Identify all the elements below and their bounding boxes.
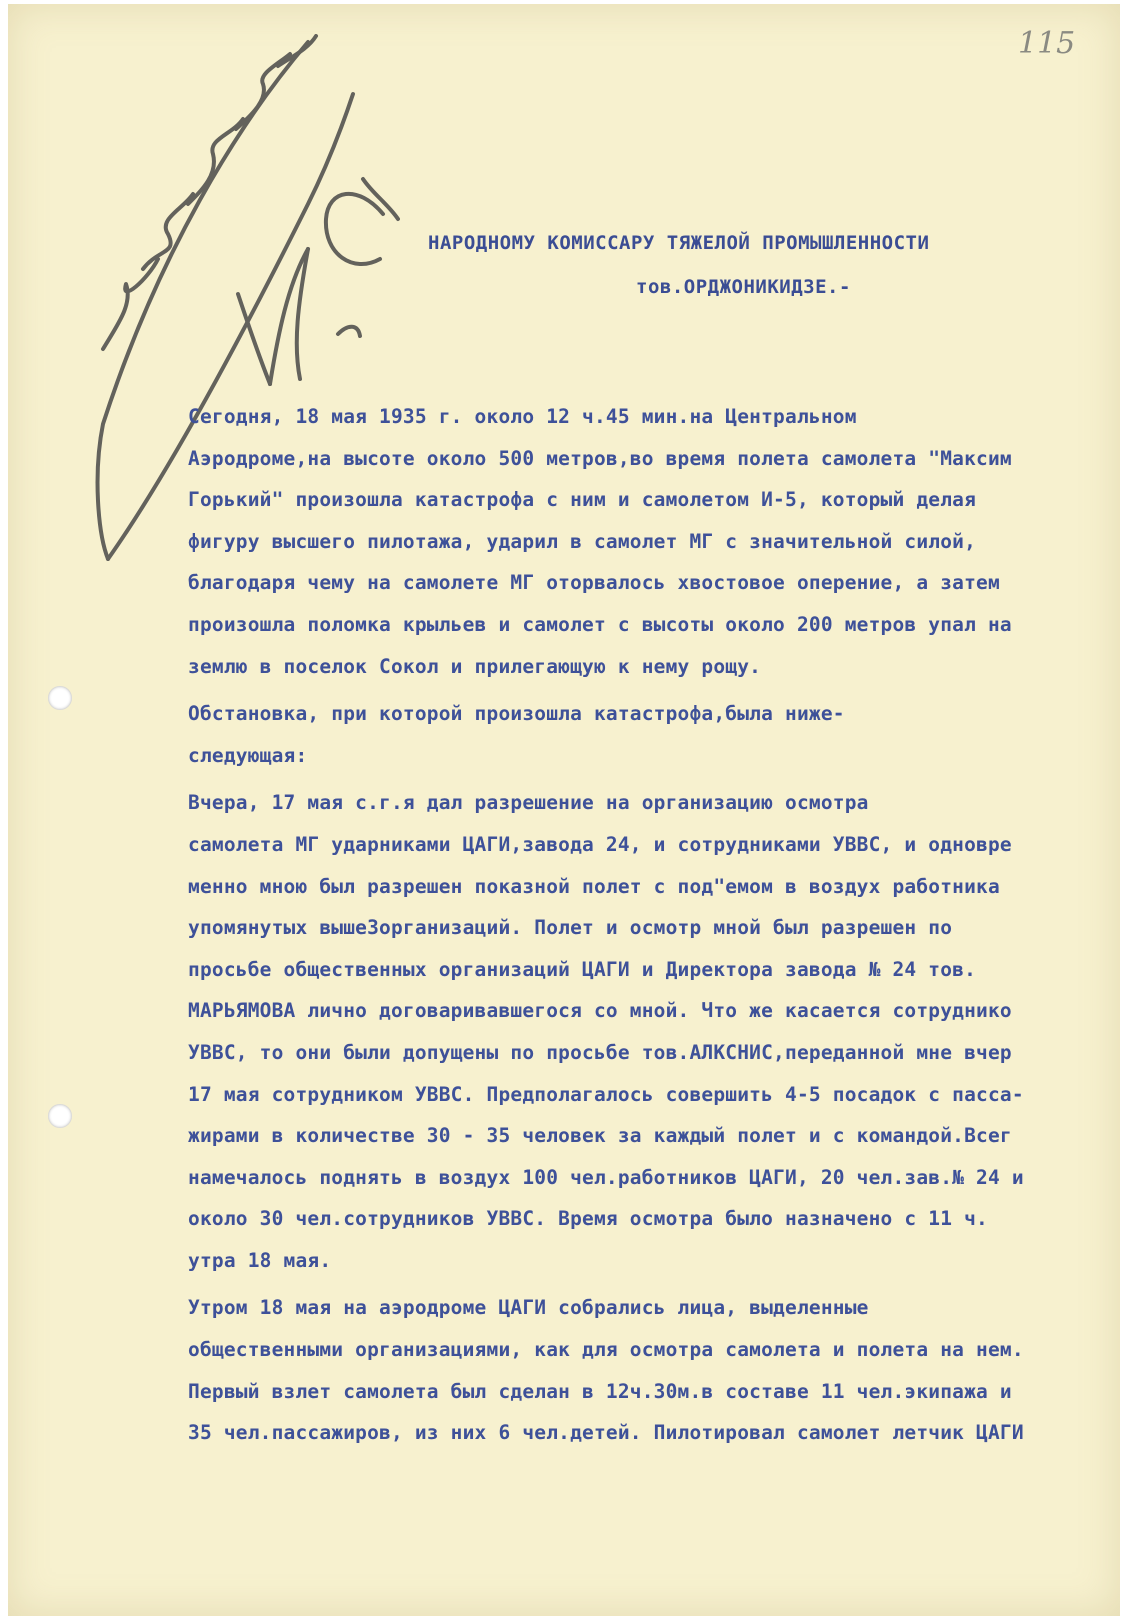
text-line: просьбе общественных организаций ЦАГИ и Директора завода № 24 тов. [188,957,977,981]
text-line: Горький" произошла катастрофа с ним и самолетом И-5, который делая [188,488,977,512]
text-line: следующая: [188,743,308,767]
text-line: Вчера, 17 мая с.г.я дал разрешение на организацию осмотра [188,791,869,815]
document-page [8,4,1120,1616]
text-line: около 30 чел.сотрудников УВВС. Время осмотра было назначено с 11 ч. [188,1207,988,1231]
text-line: землю в поселок Сокол и прилегающую к нему рощу. [188,654,762,678]
text-line: намечалось поднять в воздух 100 чел.работников ЦАГИ, 20 чел.зав.№ 24 и [188,1165,1024,1189]
text-line: общественными организациями, как для осмотра самолета и полета на нем. [188,1338,1024,1362]
page-number: 115 [1018,26,1076,61]
text-line: фигуру высшего пилотажа, ударил в самолет МГ с значительной силой, [188,529,977,553]
text-line: самолета МГ ударниками ЦАГИ,завода 24, и сотрудниками УВВС, и одновре [188,832,1012,856]
text-line: УВВС, то они были допущены по просьбе тов.АЛКСНИС,переданной мне вчер [188,1040,1012,1064]
letter-body [188,396,1098,1454]
text-line: Аэродроме,на высоте около 500 метров,во время полета самолета "Максим [188,446,1012,470]
addressee-title: НАРОДНОМУ КОМИССАРУ ТЯЖЕЛОЙ ПРОМЫШЛЕННОСТИ [428,232,930,254]
text-line: благодаря чему на самолете МГ оторвалось хвостовое оперение, а затем [188,571,1000,595]
punch-hole [48,686,72,710]
text-line: Сегодня, 18 мая 1935 г. около 12 ч.45 мин.на Центральном [188,405,857,428]
text-line: упомянутых выше3организаций. Полет и осмотр мной был разрешен по [188,916,953,940]
text-line: Обстановка, при которой произошла катастрофа,была ниже- [188,702,845,726]
text-line: утра 18 мая. [188,1248,332,1272]
text-line: менно мною был разрешен показной полет с под"емом в воздух работника [188,874,1000,898]
text-line: жирами в количестве 30 - 35 человек за каждый полет и с командой.Всег [188,1124,1012,1148]
text-line: 35 чел.пассажиров, из них 6 чел.детей. Пилотировал самолет летчик ЦАГИ [188,1421,1024,1445]
text-line: произошла поломка крыльев и самолет с высоты около 200 метров упал на [188,612,1012,636]
text-line: МАРЬЯМОВА лично договаривавшегося со мной. Что же касается сотруднико [188,999,1012,1023]
text-line: Первый взлет самолета был сделан в 12ч.30м.в составе 11 чел.экипажа и [188,1379,1012,1403]
addressee-name: тов.ОРДЖОНИКИДЗЕ.- [636,276,851,298]
punch-hole [48,1104,72,1128]
text-line: Утром 18 мая на аэродроме ЦАГИ собрались лица, выделенные [188,1296,869,1320]
text-line: 17 мая сотрудником УВВС. Предполагалось совершить 4-5 посадок с пасса- [188,1082,1024,1106]
